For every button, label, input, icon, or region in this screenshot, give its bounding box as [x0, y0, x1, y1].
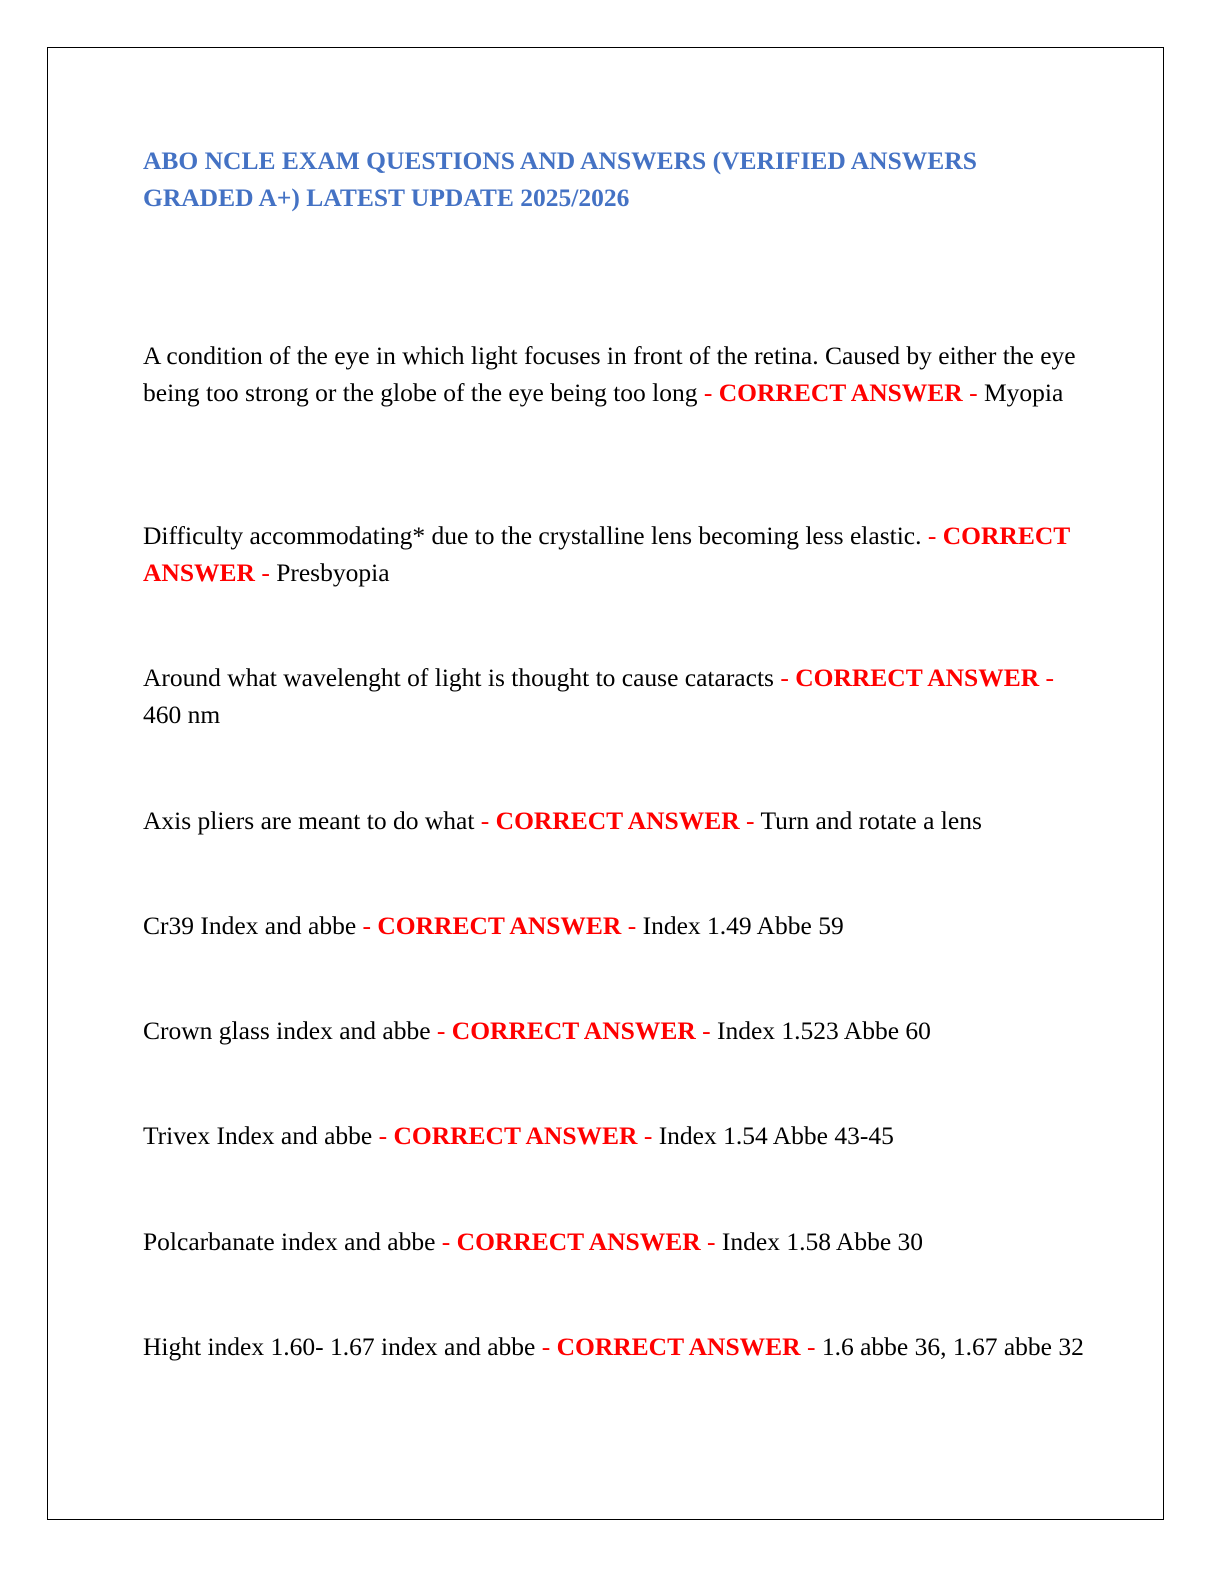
separator: -	[707, 1227, 716, 1256]
answer-text: Turn and rotate a lens	[760, 806, 982, 835]
answer-text: Index 1.49 Abbe 59	[642, 911, 844, 940]
separator: -	[643, 1121, 653, 1150]
answer-text: Index 1.54 Abbe 43-45	[658, 1121, 894, 1150]
separator: -	[261, 558, 270, 587]
question-text: Difficulty accommodating* due to the crystalline lens becoming less elastic.	[143, 521, 922, 550]
qa-item-cr39	[143, 907, 1093, 944]
qa-item-crown-glass	[143, 1012, 1093, 1049]
question-text: Crown glass index and abbe	[143, 1016, 431, 1045]
separator: -	[746, 806, 755, 835]
question-text: A condition of the eye in which light focuses in front of the retina. Caused by either the eye being too strong or the globe of the eye being too long	[143, 341, 1076, 407]
answer-text: Presbyopia	[276, 558, 390, 587]
question-text: Hight index 1.60- 1.67 index and abbe	[143, 1332, 536, 1361]
question-text: Cr39 Index and abbe	[143, 911, 357, 940]
answer-text: Myopia	[983, 378, 1064, 407]
correct-answer-label: CORRECT ANSWER	[718, 378, 963, 407]
qa-item-presbyopia	[143, 517, 1093, 591]
question-text: Polcarbanate index and abbe	[143, 1227, 436, 1256]
page-border	[47, 47, 1164, 1520]
separator: -	[362, 911, 372, 940]
separator: -	[378, 1121, 388, 1150]
answer-text: 460 nm	[143, 700, 221, 729]
separator: -	[927, 521, 937, 550]
qa-item-polycarbonate	[143, 1223, 1093, 1260]
separator: -	[703, 378, 713, 407]
separator: -	[702, 1016, 711, 1045]
correct-answer-label: CORRECT ANSWER	[451, 1016, 696, 1045]
correct-answer-label: CORRECT ANSWER	[456, 1227, 701, 1256]
question-text: Axis pliers are meant to do what	[143, 806, 475, 835]
qa-item-trivex	[143, 1117, 1093, 1154]
correct-answer-label: CORRECT ANSWER	[495, 806, 740, 835]
separator: -	[806, 1332, 816, 1361]
qa-item-high-index	[143, 1328, 1093, 1365]
separator: -	[436, 1016, 446, 1045]
answer-text: Index 1.523 Abbe 60	[717, 1016, 931, 1045]
separator: -	[541, 1332, 551, 1361]
document-title: ABO NCLE EXAM QUESTIONS AND ANSWERS (VERIFIED ANSWERS GRADED A+) LATEST UPDATE 2025/2026	[143, 146, 977, 212]
answer-text: Index 1.58 Abbe 30	[721, 1227, 924, 1256]
separator: -	[969, 378, 978, 407]
correct-answer-label: CORRECT ANSWER	[393, 1121, 638, 1150]
separator: -	[780, 663, 789, 692]
correct-answer-label: CORRECT ANSWER	[377, 911, 622, 940]
qa-item-cataract-wavelength	[143, 659, 1093, 733]
question-text: Around what wavelenght of light is thought to cause cataracts	[143, 663, 774, 692]
question-text: Trivex Index and abbe	[143, 1121, 373, 1150]
qa-item-axis-pliers	[143, 802, 1093, 839]
qa-item-myopia	[143, 337, 1093, 411]
separator: -	[441, 1227, 451, 1256]
separator: -	[1045, 663, 1055, 692]
correct-answer-label: CORRECT ANSWER	[143, 521, 1070, 587]
correct-answer-label: CORRECT ANSWER	[795, 663, 1040, 692]
separator: -	[627, 911, 637, 940]
correct-answer-label: CORRECT ANSWER	[556, 1332, 801, 1361]
separator: -	[480, 806, 490, 835]
answer-text: 1.6 abbe 36, 1.67 abbe 32	[821, 1332, 1084, 1361]
